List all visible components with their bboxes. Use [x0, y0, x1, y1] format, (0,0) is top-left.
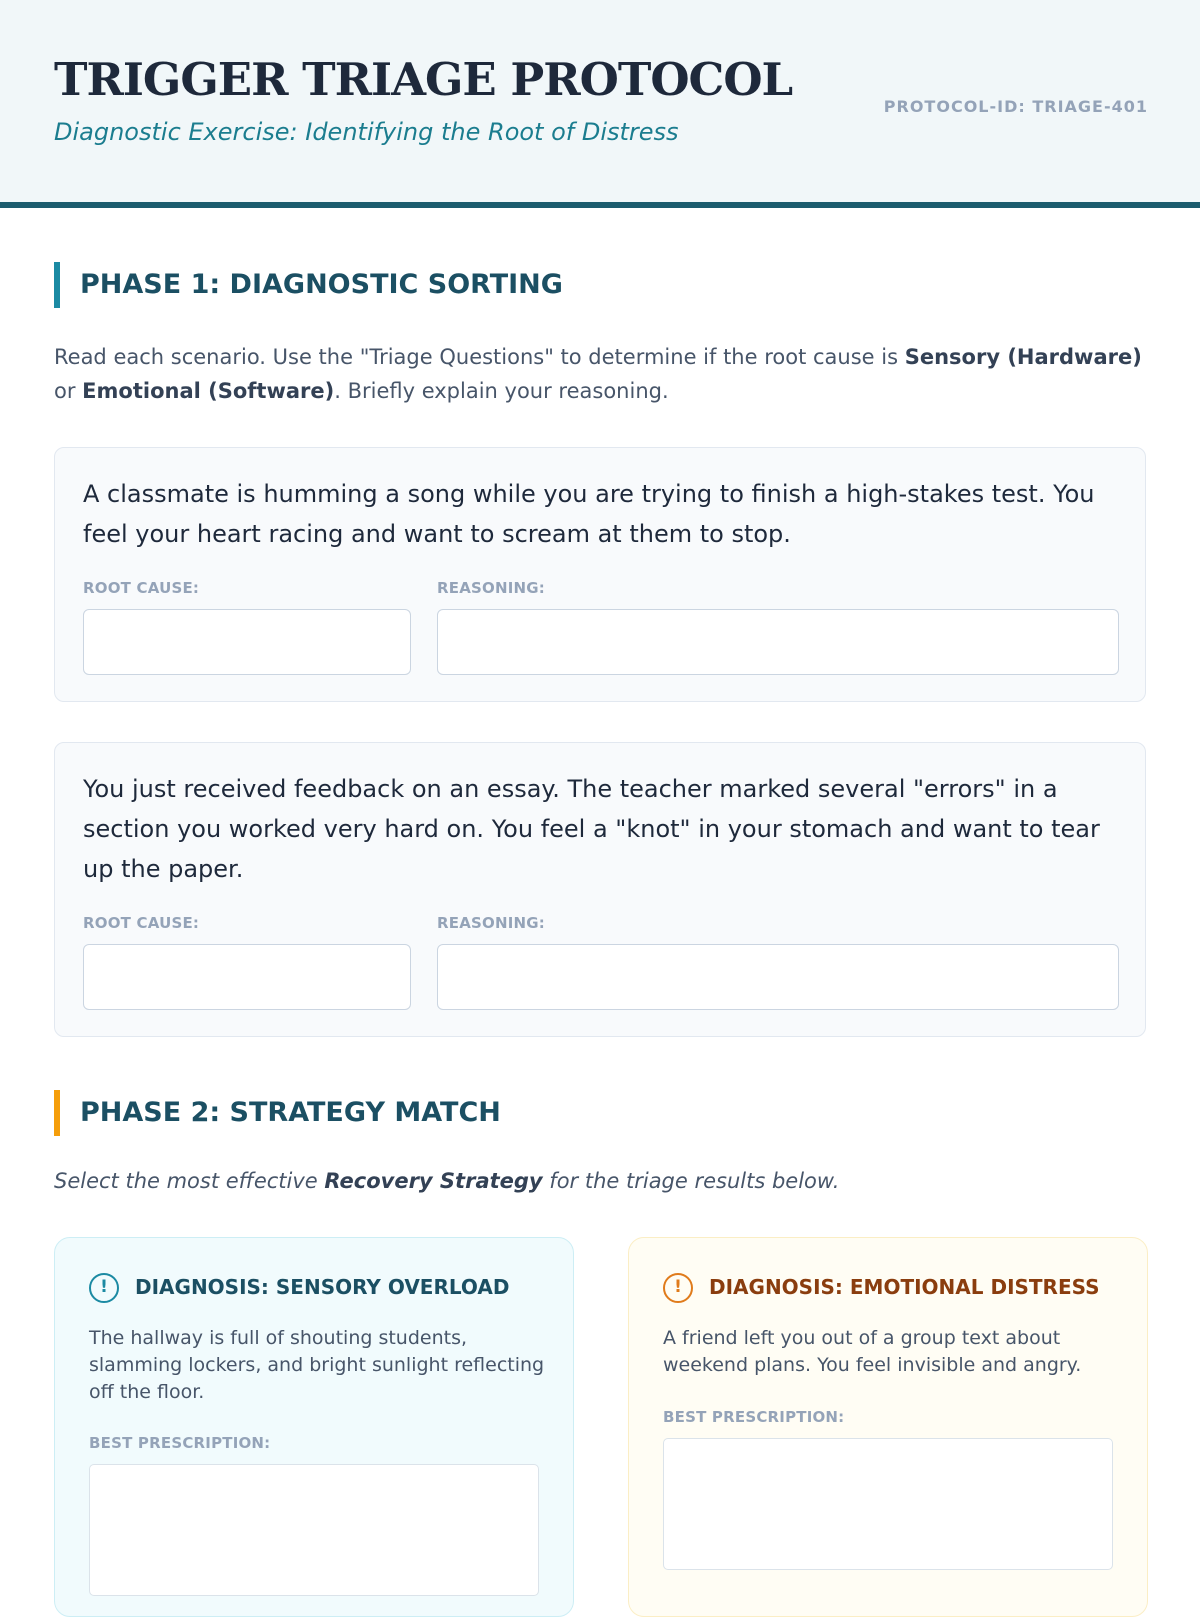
diagnosis-title: DIAGNOSIS: EMOTIONAL DISTRESS: [709, 1275, 1100, 1299]
scenario-text: A classmate is humming a song while you are trying to finish a high-stakes test. You feel your heart racing and want to scream at them to stop.: [83, 480, 1095, 548]
instructions-text: for the triage results below.: [542, 1169, 840, 1193]
phase-2-heading: PHASE 2: STRATEGY MATCH: [54, 1090, 501, 1136]
reasoning-field[interactable]: [437, 944, 1119, 1010]
phase-2-instructions: [54, 1164, 1146, 1198]
worksheet-header: [0, 0, 1200, 208]
phase-1-heading: PHASE 1: DIAGNOSTIC SORTING: [54, 262, 563, 308]
diagnosis-description: A friend left you out of a group text about weekend plans. You feel invisible and angry.: [663, 1327, 1082, 1376]
diagnosis-title: DIAGNOSIS: SENSORY OVERLOAD: [135, 1275, 510, 1299]
root-cause-field[interactable]: [83, 609, 411, 675]
instructions-recovery-strategy: Recovery Strategy: [324, 1169, 543, 1193]
page-title: TRIGGER TRIAGE PROTOCOL: [54, 53, 793, 106]
reasoning-label: REASONING:: [437, 579, 545, 597]
root-cause-field[interactable]: [83, 944, 411, 1010]
prescription-field[interactable]: [89, 1464, 539, 1596]
phase-1-instructions: [54, 340, 1146, 408]
reasoning-field[interactable]: [437, 609, 1119, 675]
prescription-field[interactable]: [663, 1438, 1113, 1570]
alert-circle-icon: !: [89, 1273, 119, 1303]
instructions-text: Select the most effective: [54, 1169, 325, 1193]
reasoning-label: REASONING:: [437, 914, 545, 932]
root-cause-label: ROOT CAUSE:: [83, 914, 200, 932]
instructions-text: Read each scenario. Use the "Triage Questions" to determine if the root cause is: [54, 345, 905, 369]
page-subtitle: Diagnostic Exercise: Identifying the Root of Distress: [54, 118, 679, 146]
alert-circle-icon: !: [663, 1273, 693, 1303]
scenario-card-2: [54, 742, 1146, 1037]
instructions-text: or: [54, 379, 83, 403]
diagnosis-card-sensory: [54, 1237, 574, 1617]
instructions-emotional: Emotional (Software): [82, 379, 335, 403]
instructions-text: . Briefly explain your reasoning.: [334, 379, 669, 403]
instructions-sensory: Sensory (Hardware): [904, 345, 1142, 369]
scenario-text: You just received feedback on an essay. The teacher marked several "errors" in a section you worked very hard on. You feel a "knot" in your stomach and want to tear up the paper.: [83, 775, 1100, 883]
protocol-id: PROTOCOL-ID: TRIAGE-401: [883, 97, 1148, 116]
root-cause-label: ROOT CAUSE:: [83, 579, 200, 597]
diagnosis-card-emotional: [628, 1237, 1148, 1617]
prescription-label: BEST PRESCRIPTION:: [663, 1408, 845, 1426]
scenario-card-1: [54, 447, 1146, 702]
prescription-label: BEST PRESCRIPTION:: [89, 1434, 271, 1452]
diagnosis-description: The hallway is full of shouting students, slamming lockers, and bright sunlight reflecting off the floor.: [89, 1327, 545, 1403]
